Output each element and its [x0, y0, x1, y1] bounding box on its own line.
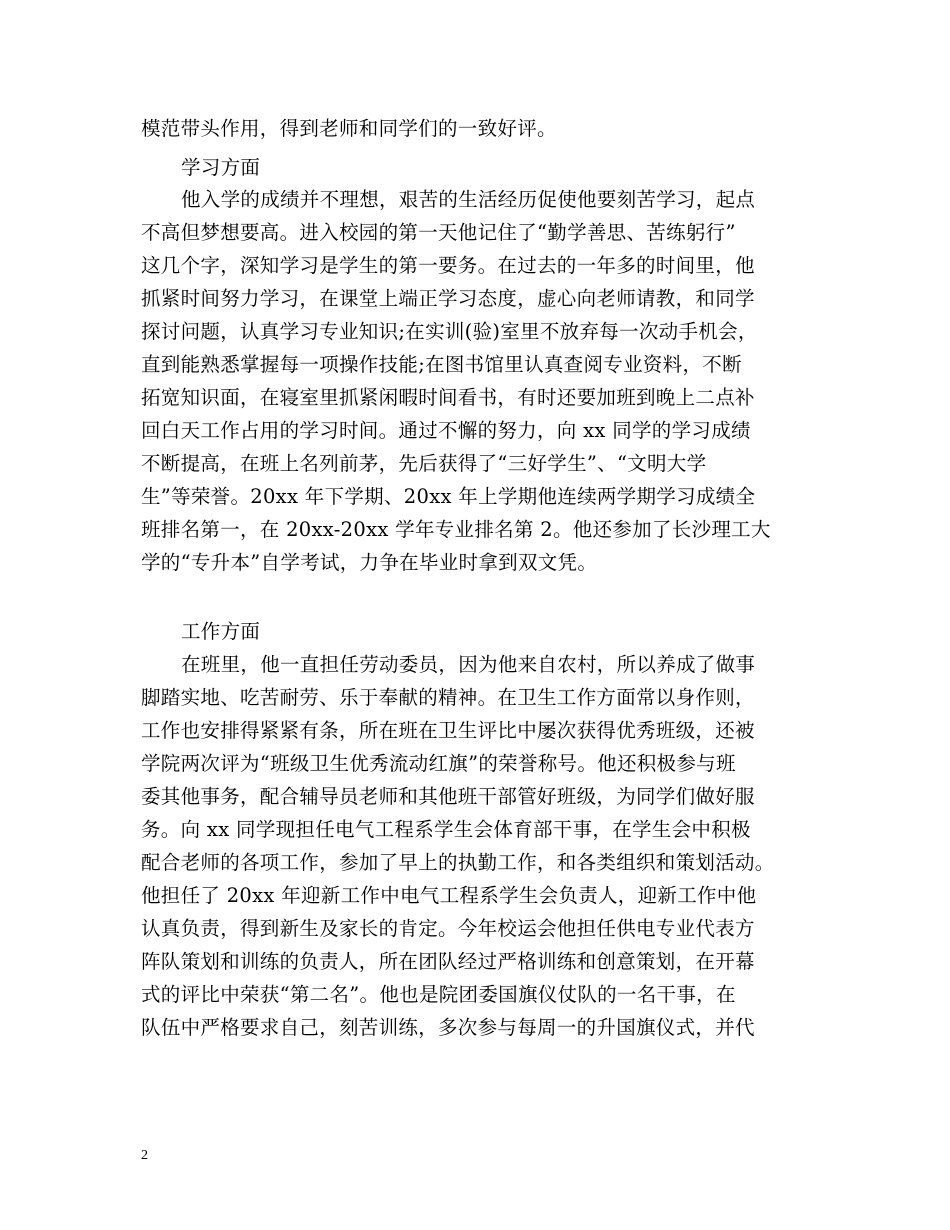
text-line: 他入学的成绩并不理想，艰苦的生活经历促使他要刻苦学习，起点 [181, 188, 756, 211]
text-line: 不断提高，在班上名列前茅，先后获得了“三好学生”、“文明大学 [141, 452, 707, 475]
text-line: 拓宽知识面，在寝室里抓紧闲暇时间看书，有时还要加班到晚上二点补 [141, 386, 755, 409]
text-line: 模范带头作用，得到老师和同学们的一致好评。 [141, 117, 557, 140]
text-line: 他担任了 20xx 年迎新工作中电气工程系学生会负责人，迎新工作中他 [141, 884, 757, 907]
text-line: 工作也安排得紧紧有条，所在班在卫生评比中屡次获得优秀班级，还被 [141, 719, 755, 742]
text-line: 直到能熟悉掌握每一项操作技能;在图书馆里认真查阅专业资料，不断 [141, 353, 742, 376]
section-heading: 工作方面 [181, 620, 261, 643]
text-line: 务。向 xx 同学现担任电气工程系学生会体育部干事，在学生会中积极 [141, 818, 751, 841]
text-line: 脚踏实地、吃苦耐劳、乐于奉献的精神。在卫生工作方面常以身作则， [141, 686, 755, 709]
text-line: 班排名第一，在 20xx-20xx 学年专业排名第 2。他还参加了长沙理工大 [141, 518, 771, 541]
text-line: 生”等荣誉。20xx 年下学期、20xx 年上学期他连续两学期学习成绩全 [141, 485, 756, 508]
text-line: 探讨问题，认真学习专业知识;在实训(验)室里不放弃每一次动手机会， [141, 320, 758, 343]
text-line: 配合老师的各项工作，参加了早上的执勤工作，和各类组织和策划活动。 [141, 851, 775, 874]
text-line: 认真负责，得到新生及家长的肯定。今年校运会他担任供电专业代表方 [141, 917, 755, 940]
text-line: 不高但梦想要高。进入校园的第一天他记住了“勤学善思、苦练躬行” [141, 221, 736, 244]
text-line: 学的“专升本”自学考试，力争在毕业时拿到双文凭。 [141, 551, 598, 574]
text-line: 抓紧时间努力学习，在课堂上端正学习态度，虚心向老师请教，和同学 [141, 287, 755, 310]
text-line: 委其他事务，配合辅导员老师和其他班干部管好班级，为同学们做好服 [141, 785, 755, 808]
text-line: 在班里，他一直担任劳动委员，因为他来自农村，所以养成了做事 [181, 653, 756, 676]
text-line: 学院两次评为“班级卫生优秀流动红旗”的荣誉称号。他还积极参与班 [141, 752, 736, 775]
text-line: 式的评比中荣获“第二名”。他也是院团委国旗仪仗队的一名干事，在 [141, 983, 736, 1006]
text-line: 队伍中严格要求自己，刻苦训练，多次参与每周一的升国旗仪式，并代 [141, 1016, 755, 1039]
text-line: 阵队策划和训练的负责人，所在团队经过严格训练和创意策划，在开幕 [141, 950, 755, 973]
section-heading: 学习方面 [181, 156, 261, 179]
page-number: 2 [141, 1148, 148, 1163]
text-line: 这几个字，深知学习是学生的第一要务。在过去的一年多的时间里，他 [141, 254, 755, 277]
text-line: 回白天工作占用的学习时间。通过不懈的努力，向 xx 同学的学习成绩 [141, 419, 751, 442]
